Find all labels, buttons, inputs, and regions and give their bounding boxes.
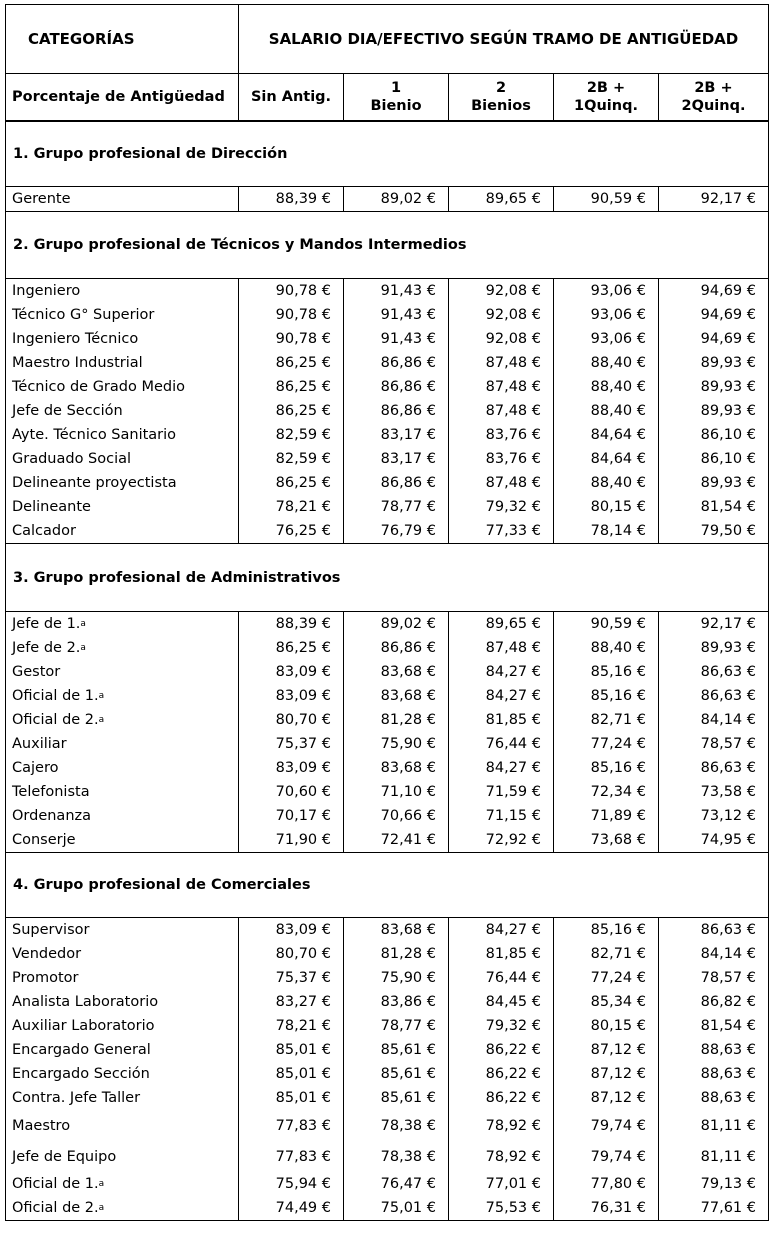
- salary-value: 83,68 €: [344, 660, 449, 684]
- salary-value: 93,06 €: [554, 327, 659, 351]
- salary-value: 70,17 €: [239, 804, 344, 828]
- salary-value: 72,41 €: [344, 828, 449, 852]
- salary-value: 88,40 €: [554, 351, 659, 375]
- salary-value: 85,01 €: [239, 1038, 344, 1062]
- salary-value: 85,16 €: [554, 660, 659, 684]
- salary-value: 77,33 €: [449, 519, 554, 543]
- salary-value: 81,85 €: [449, 708, 554, 732]
- salary-value: 71,89 €: [554, 804, 659, 828]
- salary-value: 86,86 €: [344, 399, 449, 423]
- salary-value: 93,06 €: [554, 303, 659, 327]
- salary-value: 86,10 €: [700, 427, 756, 443]
- salary-value: 71,10 €: [344, 780, 449, 804]
- salary-value: 81,28 €: [344, 942, 449, 966]
- salary-value: 86,86 €: [344, 375, 449, 399]
- category-name: Calcador: [6, 519, 239, 543]
- salary-value: 88,39 €: [239, 612, 344, 636]
- salary-value: 87,48 €: [449, 351, 554, 375]
- salary-value: 86,25 €: [239, 636, 344, 660]
- salary-value: 78,38 €: [344, 1110, 449, 1141]
- salary-value: 90,78 €: [239, 279, 344, 303]
- group-title: 2. Grupo profesional de Técnicos y Mandos Intermedios: [6, 211, 768, 278]
- category-name: Jefe de 2. a: [6, 636, 239, 660]
- salary-value: 76,44 €: [449, 732, 554, 756]
- col-header: 2 Bienios: [449, 74, 554, 120]
- category-name: Gestor: [6, 660, 239, 684]
- table-body: [5, 121, 769, 1221]
- salary-value: 75,37 €: [239, 732, 344, 756]
- table-row: [6, 495, 768, 519]
- salary-value: 78,92 €: [449, 1110, 554, 1141]
- salary-value: 77,01 €: [449, 1172, 554, 1196]
- salary-value: 86,22 €: [449, 1086, 554, 1110]
- salary-value: 71,15 €: [449, 804, 554, 828]
- salary-value: 83,68 €: [344, 684, 449, 708]
- salary-value: 86,22 €: [449, 1062, 554, 1086]
- salary-value: 82,59 €: [239, 447, 344, 471]
- seniority-header-row: [6, 73, 768, 120]
- salary-value: 91,43 €: [344, 279, 449, 303]
- table-row: [6, 990, 768, 1014]
- salary-value: 83,68 €: [344, 918, 449, 942]
- salary-value: 71,59 €: [449, 780, 554, 804]
- category-name: Jefe de 1. a: [6, 612, 239, 636]
- salary-value: 82,59 €: [239, 423, 344, 447]
- salary-value: 80,15 €: [554, 1014, 659, 1038]
- salary-value: 89,93 €: [700, 403, 756, 419]
- salary-value: 89,93 €: [700, 355, 756, 371]
- salary-value: 80,15 €: [554, 495, 659, 519]
- table-row: [6, 327, 768, 351]
- table-row: [6, 351, 768, 375]
- table-row: [6, 612, 768, 636]
- salary-value: 88,39 €: [239, 187, 344, 211]
- salary-value: 93,06 €: [554, 279, 659, 303]
- group-section: [6, 121, 768, 211]
- table-row: [6, 1196, 768, 1220]
- salary-value: 78,77 €: [344, 1014, 449, 1038]
- salary-value: 87,48 €: [449, 399, 554, 423]
- salary-value: 88,63 €: [700, 1042, 756, 1058]
- salary-value: 89,02 €: [344, 187, 449, 211]
- group-title: 3. Grupo profesional de Administrativos: [6, 543, 768, 611]
- salary-value: 73,68 €: [554, 828, 659, 852]
- salary-value: 76,31 €: [554, 1196, 659, 1220]
- table-row: [6, 1172, 768, 1196]
- salary-value: 83,09 €: [239, 756, 344, 780]
- category-name: Ingeniero: [6, 279, 239, 303]
- salary-value: 86,25 €: [239, 399, 344, 423]
- categorias-header: CATEGORÍAS: [6, 5, 239, 73]
- salary-value: 90,59 €: [554, 187, 659, 211]
- salary-value: 79,13 €: [700, 1176, 756, 1192]
- salary-value: 75,37 €: [239, 966, 344, 990]
- salary-value: 85,61 €: [344, 1038, 449, 1062]
- salary-value: 92,08 €: [449, 279, 554, 303]
- group-title: 1. Grupo profesional de Dirección: [6, 121, 768, 186]
- salary-value: 83,76 €: [449, 447, 554, 471]
- salary-value: 80,70 €: [239, 942, 344, 966]
- salary-value: 85,01 €: [239, 1062, 344, 1086]
- table-header: [5, 4, 769, 121]
- salary-value: 74,95 €: [700, 832, 756, 848]
- table-row: [6, 471, 768, 495]
- category-name: Jefe de Equipo: [6, 1141, 239, 1172]
- salary-value: 76,25 €: [239, 519, 344, 543]
- table-row: [6, 804, 768, 828]
- salary-value: 89,93 €: [700, 640, 756, 656]
- table-row: [6, 187, 768, 211]
- salary-value: 76,79 €: [344, 519, 449, 543]
- salary-value: 79,50 €: [700, 523, 756, 539]
- table-row: [6, 399, 768, 423]
- salary-value: 83,68 €: [344, 756, 449, 780]
- salary-value: 85,34 €: [554, 990, 659, 1014]
- salary-value: 83,27 €: [239, 990, 344, 1014]
- salary-value: 91,43 €: [344, 327, 449, 351]
- salary-value: 86,63 €: [700, 664, 756, 680]
- category-name: Conserje: [6, 828, 239, 852]
- table-row: [6, 1014, 768, 1038]
- category-name: Supervisor: [6, 918, 239, 942]
- salary-value: 75,01 €: [344, 1196, 449, 1220]
- category-name: Oficial de 2. a: [6, 708, 239, 732]
- salary-value: 78,14 €: [554, 519, 659, 543]
- salary-value: 92,17 €: [700, 191, 756, 207]
- salary-value: 84,27 €: [449, 756, 554, 780]
- salary-value: 91,43 €: [344, 303, 449, 327]
- table-row: [6, 423, 768, 447]
- salary-value: 70,60 €: [239, 780, 344, 804]
- salary-value: 70,66 €: [344, 804, 449, 828]
- salary-value: 83,76 €: [449, 423, 554, 447]
- salary-value: 89,93 €: [700, 475, 756, 491]
- salary-value: 85,16 €: [554, 756, 659, 780]
- salary-value: 88,40 €: [554, 375, 659, 399]
- salary-value: 84,64 €: [554, 447, 659, 471]
- table-row: [6, 1086, 768, 1110]
- salary-value: 92,08 €: [449, 327, 554, 351]
- salary-value: 85,61 €: [344, 1062, 449, 1086]
- table-row: [6, 303, 768, 327]
- salary-value: 78,21 €: [239, 1014, 344, 1038]
- table-row: [6, 942, 768, 966]
- col-header: 2B + 2Quinq.: [681, 80, 746, 114]
- category-name: Ayte. Técnico Sanitario: [6, 423, 239, 447]
- category-name: Delineante: [6, 495, 239, 519]
- salary-value: 87,12 €: [554, 1062, 659, 1086]
- salary-value: 88,40 €: [554, 471, 659, 495]
- salario-header: SALARIO DIA/EFECTIVO SEGÚN TRAMO DE ANTIGÜEDAD: [268, 30, 739, 48]
- category-name: Telefonista: [6, 780, 239, 804]
- category-name: Gerente: [6, 187, 239, 211]
- salary-value: 81,11 €: [700, 1117, 756, 1134]
- salary-value: 84,64 €: [554, 423, 659, 447]
- category-name: Oficial de 2. a: [6, 1196, 239, 1220]
- table-row: [6, 732, 768, 756]
- table-row: [6, 1038, 768, 1062]
- category-name: Vendedor: [6, 942, 239, 966]
- salary-value: 85,01 €: [239, 1086, 344, 1110]
- salary-value: 82,71 €: [554, 942, 659, 966]
- salary-value: 81,11 €: [700, 1148, 756, 1165]
- salary-value: 79,32 €: [449, 495, 554, 519]
- table-row: [6, 1141, 768, 1172]
- category-name: Ordenanza: [6, 804, 239, 828]
- col-header: 1 Bienio: [344, 74, 449, 120]
- salary-value: 83,86 €: [344, 990, 449, 1014]
- table-row: [6, 780, 768, 804]
- category-name: Contra. Jefe Taller: [6, 1086, 239, 1110]
- salary-value: 84,27 €: [449, 684, 554, 708]
- category-name: Analista Laboratorio: [6, 990, 239, 1014]
- salary-value: 89,02 €: [344, 612, 449, 636]
- salary-value: 85,61 €: [344, 1086, 449, 1110]
- salary-value: 86,86 €: [344, 636, 449, 660]
- salary-value: 90,59 €: [554, 612, 659, 636]
- salary-value: 86,63 €: [700, 688, 756, 704]
- category-name: Jefe de Sección: [6, 399, 239, 423]
- table-row: [6, 660, 768, 684]
- salary-value: 83,09 €: [239, 660, 344, 684]
- salary-value: 83,09 €: [239, 918, 344, 942]
- category-name: Cajero: [6, 756, 239, 780]
- salary-value: 86,86 €: [344, 351, 449, 375]
- salary-value: 88,63 €: [700, 1090, 756, 1106]
- table-row: [6, 684, 768, 708]
- table-row: [6, 1062, 768, 1086]
- category-name: Técnico G° Superior: [6, 303, 239, 327]
- category-name: Maestro: [6, 1110, 239, 1141]
- category-name: Auxiliar Laboratorio: [6, 1014, 239, 1038]
- salary-value: 81,54 €: [700, 499, 756, 515]
- salary-value: 86,86 €: [344, 471, 449, 495]
- salary-value: 77,61 €: [700, 1200, 756, 1216]
- col-header: Sin Antig.: [239, 74, 344, 120]
- salary-value: 81,54 €: [700, 1018, 756, 1034]
- salary-value: 77,83 €: [239, 1141, 344, 1172]
- salary-value: 74,49 €: [239, 1196, 344, 1220]
- salary-value: 84,14 €: [700, 712, 756, 728]
- salary-value: 77,24 €: [554, 966, 659, 990]
- table-row: [6, 966, 768, 990]
- table-row: [6, 279, 768, 303]
- salary-value: 86,22 €: [449, 1038, 554, 1062]
- salary-value: 86,82 €: [700, 994, 756, 1010]
- group-section: [6, 852, 768, 1220]
- salary-value: 78,21 €: [239, 495, 344, 519]
- salary-value: 84,27 €: [449, 660, 554, 684]
- salary-value: 85,16 €: [554, 684, 659, 708]
- table-row: [6, 447, 768, 471]
- group-section: [6, 211, 768, 543]
- table-row: [6, 375, 768, 399]
- salary-value: 79,74 €: [554, 1141, 659, 1172]
- category-name: Maestro Industrial: [6, 351, 239, 375]
- salary-value: 81,28 €: [344, 708, 449, 732]
- category-name: Graduado Social: [6, 447, 239, 471]
- salary-value: 76,47 €: [344, 1172, 449, 1196]
- salary-value: 88,40 €: [554, 399, 659, 423]
- salary-value: 72,92 €: [449, 828, 554, 852]
- salary-value: 83,17 €: [344, 423, 449, 447]
- salary-value: 73,12 €: [700, 808, 756, 824]
- salary-value: 86,25 €: [239, 375, 344, 399]
- category-name: Encargado Sección: [6, 1062, 239, 1086]
- salary-value: 78,57 €: [700, 970, 756, 986]
- salary-value: 77,80 €: [554, 1172, 659, 1196]
- salary-value: 84,14 €: [700, 946, 756, 962]
- salary-value: 78,57 €: [700, 736, 756, 752]
- salary-value: 90,78 €: [239, 303, 344, 327]
- salary-value: 73,58 €: [700, 784, 756, 800]
- salary-table: [5, 4, 769, 1221]
- salary-value: 94,69 €: [700, 307, 756, 323]
- salary-value: 86,63 €: [700, 922, 756, 938]
- salary-value: 87,48 €: [449, 375, 554, 399]
- category-name: Encargado General: [6, 1038, 239, 1062]
- salary-value: 84,27 €: [449, 918, 554, 942]
- salary-value: 79,74 €: [554, 1110, 659, 1141]
- salary-value: 87,12 €: [554, 1086, 659, 1110]
- salary-value: 80,70 €: [239, 708, 344, 732]
- salary-value: 82,71 €: [554, 708, 659, 732]
- salary-value: 88,40 €: [554, 636, 659, 660]
- salary-value: 84,45 €: [449, 990, 554, 1014]
- salary-value: 86,25 €: [239, 351, 344, 375]
- salary-value: 75,90 €: [344, 732, 449, 756]
- table-row: [6, 828, 768, 852]
- salary-value: 94,69 €: [700, 283, 756, 299]
- salary-value: 75,90 €: [344, 966, 449, 990]
- salary-value: 86,10 €: [700, 451, 756, 467]
- salary-value: 78,92 €: [449, 1141, 554, 1172]
- salary-value: 92,17 €: [700, 616, 756, 632]
- salary-value: 88,63 €: [700, 1066, 756, 1082]
- salary-value: 77,24 €: [554, 732, 659, 756]
- table-row: [6, 918, 768, 942]
- salary-value: 86,63 €: [700, 760, 756, 776]
- salary-value: 78,38 €: [344, 1141, 449, 1172]
- category-name: Técnico de Grado Medio: [6, 375, 239, 399]
- salary-value: 81,85 €: [449, 942, 554, 966]
- salary-value: 76,44 €: [449, 966, 554, 990]
- salary-value: 90,78 €: [239, 327, 344, 351]
- salary-value: 86,25 €: [239, 471, 344, 495]
- salary-value: 83,17 €: [344, 447, 449, 471]
- category-name: Promotor: [6, 966, 239, 990]
- salary-value: 87,12 €: [554, 1038, 659, 1062]
- table-row: [6, 708, 768, 732]
- salary-value: 92,08 €: [449, 303, 554, 327]
- salary-value: 87,48 €: [449, 471, 554, 495]
- salary-value: 78,77 €: [344, 495, 449, 519]
- salary-value: 89,93 €: [700, 379, 756, 395]
- salary-value: 75,94 €: [239, 1172, 344, 1196]
- group-title: 4. Grupo profesional de Comerciales: [6, 852, 768, 917]
- category-name: Ingeniero Técnico: [6, 327, 239, 351]
- salary-value: 77,83 €: [239, 1110, 344, 1141]
- salary-value: 89,65 €: [449, 612, 554, 636]
- salary-value: 75,53 €: [449, 1196, 554, 1220]
- porcentaje-header: Porcentaje de Antigüedad: [6, 74, 239, 120]
- category-name: Delineante proyectista: [6, 471, 239, 495]
- salary-value: 83,09 €: [239, 684, 344, 708]
- category-name: Oficial de 1. a: [6, 684, 239, 708]
- salary-value: 89,65 €: [449, 187, 554, 211]
- table-row: [6, 756, 768, 780]
- salary-value: 94,69 €: [700, 331, 756, 347]
- col-header: 2B + 1Quinq.: [554, 74, 659, 120]
- table-row: [6, 1110, 768, 1141]
- table-row: [6, 636, 768, 660]
- salary-value: 87,48 €: [449, 636, 554, 660]
- salary-value: 79,32 €: [449, 1014, 554, 1038]
- table-row: [6, 519, 768, 543]
- salary-value: 72,34 €: [554, 780, 659, 804]
- group-section: [6, 543, 768, 852]
- salary-value: 71,90 €: [239, 828, 344, 852]
- category-name: Oficial de 1. a: [6, 1172, 239, 1196]
- salary-value: 85,16 €: [554, 918, 659, 942]
- category-name: Auxiliar: [6, 732, 239, 756]
